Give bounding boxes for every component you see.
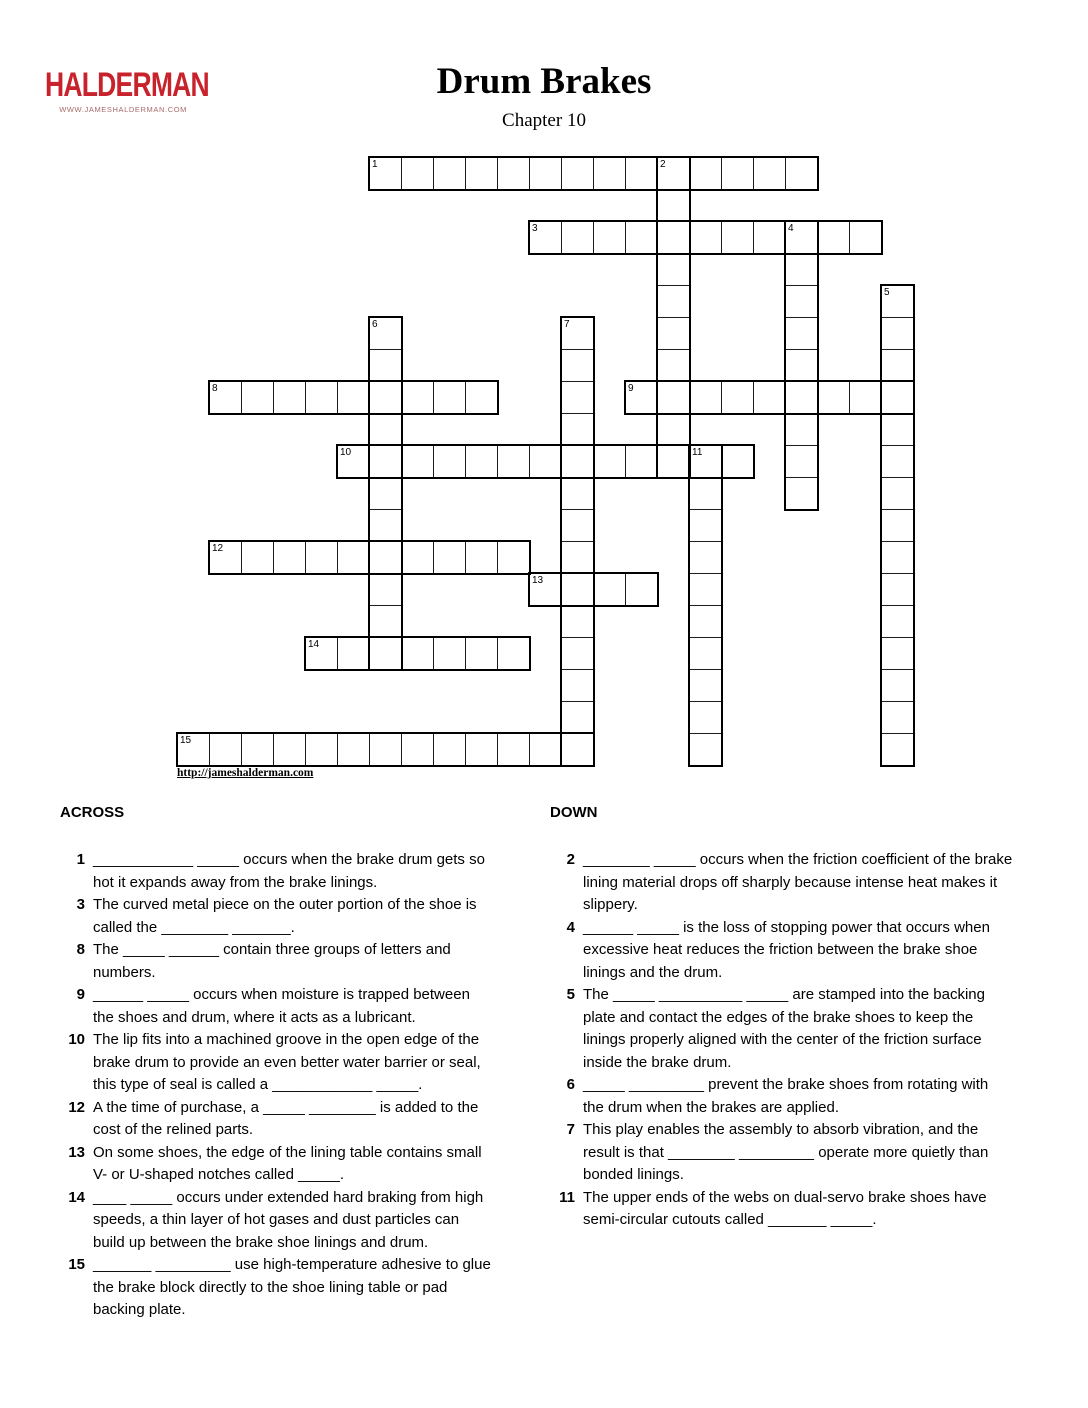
clue-4 — [550, 917, 1013, 985]
grid-cell — [241, 733, 274, 766]
clue-text: _____ _________ prevent the brake shoes from rotating with the drum when the brakes are applied. — [583, 1076, 989, 1116]
grid-cell — [369, 349, 402, 382]
grid-cell — [273, 733, 306, 766]
grid-cell — [561, 349, 594, 382]
clue-number: 6 — [566, 1076, 575, 1093]
grid-cell — [465, 445, 498, 478]
grid-cell — [657, 221, 690, 254]
clue-text: This play enables the assembly to absorb vibration, and the result is that ________ _________ operate more quietly than bonded linings. — [583, 1121, 989, 1183]
clue-number: 12 — [68, 1098, 85, 1116]
grid-cell — [497, 541, 530, 574]
grid-cell — [689, 509, 722, 542]
grid-cell — [593, 157, 626, 190]
grid-cell — [849, 381, 882, 414]
clue-9 — [60, 984, 493, 1029]
grid-cell — [433, 541, 466, 574]
grid-cell — [657, 445, 690, 478]
grid-cell — [433, 733, 466, 766]
grid-number-10: 10 — [340, 447, 352, 458]
grid-cell — [433, 637, 466, 670]
grid-cell — [753, 381, 786, 414]
grid-cell — [305, 381, 338, 414]
grid-cell — [625, 221, 658, 254]
grid-cell — [465, 637, 498, 670]
clue-8 — [60, 939, 493, 984]
grid-cell — [657, 317, 690, 350]
grid-cell — [561, 733, 594, 766]
grid-cell — [721, 381, 754, 414]
grid-cell — [497, 637, 530, 670]
grid-number-11: 11 — [692, 447, 703, 458]
down-clue-list — [550, 849, 1013, 1232]
grid-cell — [337, 381, 370, 414]
grid-cell — [881, 413, 914, 446]
clue-12 — [60, 1097, 493, 1142]
clue-7 — [550, 1119, 1013, 1187]
clue-text: The curved metal piece on the outer portion of the shoe is called the ________ _______. — [93, 896, 477, 936]
grid-cell — [657, 285, 690, 318]
grid-cell — [273, 541, 306, 574]
grid-cell — [689, 605, 722, 638]
grid-cell — [817, 381, 850, 414]
grid-cell — [689, 669, 722, 702]
grid-cell — [689, 541, 722, 574]
grid-cell — [561, 701, 594, 734]
clue-text: ______ _____ occurs when moisture is trapped between the shoes and drum, where it acts as a lubricant. — [93, 986, 470, 1026]
clue-2 — [550, 849, 1013, 917]
grid-cell — [305, 733, 338, 766]
grid-cell — [785, 413, 818, 446]
grid-number-4: 4 — [788, 223, 794, 234]
grid-cell — [881, 509, 914, 542]
grid-cell — [785, 157, 818, 190]
grid-number-1: 1 — [372, 159, 378, 170]
clue-13 — [60, 1142, 493, 1187]
clue-14 — [60, 1187, 493, 1255]
clue-number: 11 — [559, 1188, 575, 1206]
grid-cell — [689, 733, 722, 766]
grid-cell — [529, 445, 562, 478]
grid-cell — [401, 157, 434, 190]
grid-cell — [561, 637, 594, 670]
clue-text: The _____ __________ _____ are stamped into the backing plate and contact the edges of the brake shoes to keep the linings properly aligned with the center of the friction surface inside the brake drum. — [583, 986, 985, 1071]
grid-number-8: 8 — [212, 383, 218, 394]
grid-cell — [881, 317, 914, 350]
grid-cell — [433, 157, 466, 190]
clue-number: 15 — [68, 1256, 85, 1273]
grid-cell — [369, 509, 402, 542]
grid-cell — [785, 349, 818, 382]
grid-cell — [721, 445, 754, 478]
logo-site-text: WWW.JAMESHALDERMAN.COM — [59, 105, 187, 114]
page-title: Drum Brakes — [436, 61, 652, 102]
grid-cell — [465, 157, 498, 190]
clue-3 — [60, 894, 493, 939]
grid-number-5: 5 — [884, 287, 890, 298]
grid-number-14: 14 — [308, 639, 320, 650]
grid-cell — [881, 605, 914, 638]
page-subtitle: Chapter 10 — [502, 110, 586, 131]
clue-text: The lip fits into a machined groove in the open edge of the brake drum to provide an even better water barrier or seal, this type of seal is called a ____________ _____. — [93, 1031, 481, 1093]
grid-cell — [881, 733, 914, 766]
grid-cell — [721, 221, 754, 254]
grid-cell — [849, 221, 882, 254]
grid-cell — [369, 573, 402, 606]
clue-text: On some shoes, the edge of the lining table contains small V- or U-shaped notches called _____. — [93, 1143, 482, 1183]
grid-cell — [241, 381, 274, 414]
grid-number-13: 13 — [532, 575, 544, 586]
grid-cell — [689, 637, 722, 670]
grid-cell — [561, 509, 594, 542]
clue-number: 7 — [566, 1121, 575, 1138]
grid-cell — [689, 477, 722, 510]
clue-11 — [550, 1187, 1013, 1232]
clue-number: 8 — [76, 941, 85, 958]
clue-number: 9 — [76, 986, 85, 1003]
grid-number-15: 15 — [180, 735, 192, 746]
clue-6 — [550, 1074, 1013, 1119]
clue-5 — [550, 984, 1013, 1074]
grid-number-12: 12 — [212, 543, 224, 554]
grid-cell — [241, 541, 274, 574]
grid-cell — [881, 573, 914, 606]
grid-cell — [369, 477, 402, 510]
clue-text: _______ _________ use high-temperature adhesive to glue the brake block directly to the shoe lining table or pad backing plate. — [93, 1256, 491, 1318]
grid-cell — [657, 253, 690, 286]
grid-cell — [785, 317, 818, 350]
grid-cell — [273, 381, 306, 414]
grid-cell — [881, 349, 914, 382]
clue-text: A the time of purchase, a _____ ________ is added to the cost of the relined parts. — [93, 1098, 479, 1138]
logo-brand-text: HALDERMAN — [45, 66, 209, 104]
clue-text: ________ _____ occurs when the friction coefficient of the brake lining material drops off sharply because intense heat makes it slippery. — [583, 851, 1013, 913]
grid-cell — [561, 541, 594, 574]
grid-cell — [305, 541, 338, 574]
grid-cell — [497, 445, 530, 478]
grid-cell — [369, 733, 402, 766]
grid-cell — [657, 413, 690, 446]
grid-number-7: 7 — [564, 319, 570, 330]
grid-cell — [881, 701, 914, 734]
grid-cell — [401, 733, 434, 766]
grid-cell — [465, 541, 498, 574]
clue-number: 13 — [68, 1143, 85, 1161]
grid-cell — [625, 573, 658, 606]
grid-cell — [369, 445, 402, 478]
grid-number-2: 2 — [660, 159, 666, 170]
grid-cell — [721, 157, 754, 190]
grid-cell — [369, 605, 402, 638]
clue-15 — [60, 1254, 493, 1322]
grid-cell — [561, 381, 594, 414]
grid-cell — [337, 637, 370, 670]
clue-number: 10 — [68, 1031, 85, 1048]
grid-cell — [689, 157, 722, 190]
grid-cell — [369, 541, 402, 574]
grid-cell — [881, 381, 914, 414]
grid-cell — [561, 573, 594, 606]
grid-cell — [785, 445, 818, 478]
grid-cell — [337, 733, 370, 766]
down-header: DOWN — [550, 804, 598, 821]
grid-cell — [401, 381, 434, 414]
clue-text: ____________ _____ occurs when the brake drum gets so hot it expands away from the brake linings. — [93, 851, 485, 891]
grid-cell — [785, 253, 818, 286]
grid-cell — [753, 157, 786, 190]
grid-cell — [689, 573, 722, 606]
grid-cell — [401, 445, 434, 478]
grid-cell — [689, 381, 722, 414]
grid-cell — [881, 445, 914, 478]
grid-cell — [433, 445, 466, 478]
grid-cell — [625, 157, 658, 190]
grid-cell — [785, 381, 818, 414]
grid-cell — [465, 381, 498, 414]
clue-number: 4 — [566, 918, 575, 936]
grid-cell — [817, 221, 850, 254]
grid-cell — [625, 445, 658, 478]
clue-text: The upper ends of the webs on dual-servo brake shoes have semi-circular cutouts called _______ _____. — [583, 1188, 987, 1228]
grid-cell — [529, 733, 562, 766]
grid-cell — [561, 669, 594, 702]
grid-cell — [689, 221, 722, 254]
clue-text: The _____ ______ contain three groups of letters and numbers. — [93, 941, 451, 981]
grid-cell — [785, 477, 818, 510]
across-clues-section — [60, 804, 493, 1322]
grid-cell — [657, 189, 690, 222]
grid-cell — [881, 541, 914, 574]
grid-cell — [337, 541, 370, 574]
grid-cell — [881, 637, 914, 670]
across-clue-list — [60, 849, 493, 1322]
grid-cell — [497, 157, 530, 190]
grid-cell — [561, 157, 594, 190]
clue-number: 3 — [76, 896, 85, 913]
clue-number: 5 — [566, 986, 575, 1003]
clue-number: 2 — [566, 851, 575, 868]
grid-cell — [465, 733, 498, 766]
grid-cell — [561, 605, 594, 638]
grid-cell — [369, 381, 402, 414]
grid-cell — [401, 541, 434, 574]
grid-cell — [369, 637, 402, 670]
clue-number: 1 — [76, 851, 85, 868]
clue-10 — [60, 1029, 493, 1097]
grid-cell — [593, 221, 626, 254]
grid-cell — [529, 157, 562, 190]
grid-cell — [593, 445, 626, 478]
across-header: ACROSS — [60, 804, 125, 821]
source-url-link[interactable]: http://jameshalderman.com — [177, 767, 314, 779]
grid-cell — [561, 445, 594, 478]
clue-text: ______ _____ is the loss of stopping power that occurs when excessive heat reduces the friction between the brake shoe linings and the drum. — [583, 918, 990, 981]
clue-text: ____ _____ occurs under extended hard braking from high speeds, a thin layer of hot gases and dust particles can build up between the brake shoe linings and drum. — [93, 1188, 484, 1251]
grid-cell — [209, 733, 242, 766]
grid-cell — [785, 285, 818, 318]
grid-cell — [753, 221, 786, 254]
grid-cell — [401, 637, 434, 670]
grid-cell — [657, 381, 690, 414]
grid-cell — [561, 413, 594, 446]
grid-cell — [561, 221, 594, 254]
grid-cell — [881, 477, 914, 510]
down-clues-section — [550, 804, 1013, 1232]
grid-cell — [561, 477, 594, 510]
grid-cell — [497, 733, 530, 766]
grid-cell — [369, 413, 402, 446]
grid-cell — [881, 669, 914, 702]
grid-number-3: 3 — [532, 223, 538, 234]
grid-number-9: 9 — [628, 383, 634, 394]
grid-cell — [433, 381, 466, 414]
grid-cell — [657, 349, 690, 382]
clue-1 — [60, 849, 493, 894]
grid-cell — [689, 701, 722, 734]
clue-number: 14 — [68, 1188, 85, 1206]
grid-cell — [593, 573, 626, 606]
grid-number-6: 6 — [372, 319, 378, 330]
